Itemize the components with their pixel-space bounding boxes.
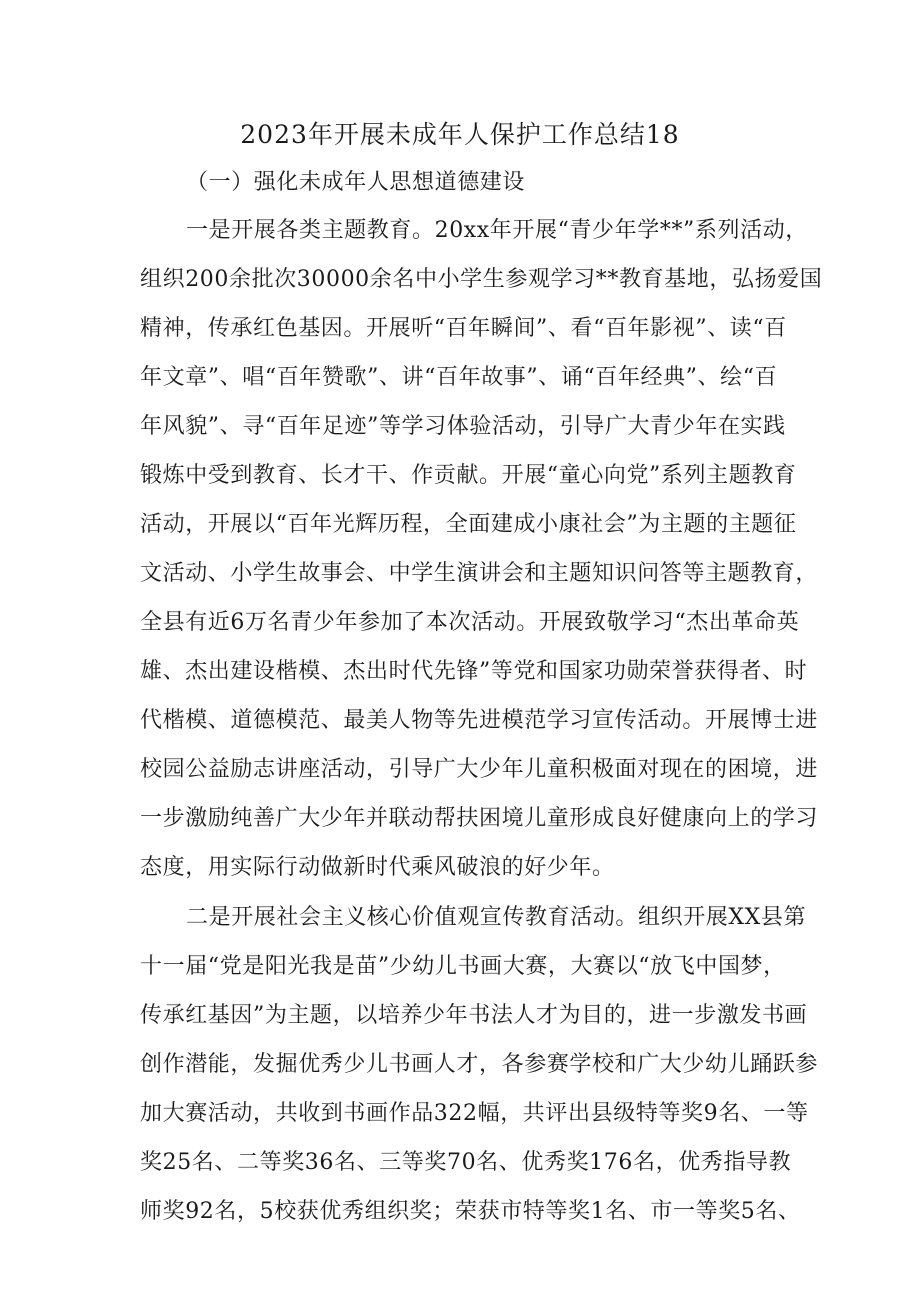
section-heading: （一）强化未成年人思想道德建设 — [186, 170, 526, 195]
paragraph-line: 全县有近6万名青少年参加了本次活动。开展致敬学习“杰出革命英 — [140, 610, 800, 635]
paragraph-line: 雄、杰出建设楷模、杰出时代先锋”等党和国家功勋荣誉获得者、时 — [140, 659, 808, 684]
paragraph-line: 锻炼中受到教育、长才干、作贡献。开展“童心向党”系列主题教育 — [140, 463, 797, 488]
paragraph-line: 二是开展社会主义核心价值观宣传教育活动。组织开展XX县第 — [186, 905, 807, 930]
paragraph-line: 加大赛活动，共收到书画作品322幅，共评出县级特等奖9名、一等 — [140, 1101, 809, 1126]
paragraph-line: 年风貌”、寻“百年足迹”等学习体验活动，引导广大青少年在实践 — [140, 414, 786, 439]
paragraph-line: 活动，开展以“百年光辉历程，全面建成小康社会”为主题的主题征 — [140, 512, 797, 537]
paragraph-line: 师奖92名，5校获优秀组织奖；荣获市特等奖1名、市一等奖5名、 — [140, 1199, 801, 1224]
paragraph-line: 创作潜能，发掘优秀少儿书画人才，各参赛学校和广大少幼儿踊跃参 — [140, 1052, 819, 1077]
paragraph-line: 代楷模、道德模范、最美人物等先进模范学习宣传活动。开展博士进 — [140, 708, 819, 733]
paragraph-line: 精神，传承红色基因。开展听“百年瞬间”、看“百年影视”、读“百 — [140, 316, 787, 341]
paragraph-line: 组织200余批次30000余名中小学生参观学习**教育基地，弘扬爱国 — [140, 267, 823, 292]
paragraph-line: 年文章”、唱“百年赞歌”、讲“百年故事”、诵“百年经典”、绘“百 — [140, 365, 778, 390]
document-title: 2023年开展未成年人保护工作总结18 — [240, 120, 680, 149]
paragraph-line: 校园公益励志讲座活动，引导广大少年儿童积极面对现在的困境，进 — [140, 757, 819, 782]
paragraph-line: 态度，用实际行动做新时代乘风破浪的好少年。 — [140, 855, 615, 880]
paragraph-line: 文活动、小学生故事会、中学生演讲会和主题知识问答等主题教育， — [140, 561, 819, 586]
paragraph-line: 一步激励纯善广大少年并联动帮扶困境儿童形成良好健康向上的学习 — [140, 806, 819, 831]
paragraph-line: 传承红基因”为主题，以培养少年书法人才为目的，进一步激发书画 — [140, 1003, 808, 1028]
paragraph-line: 一是开展各类主题教育。20xx年开展“青少年学**”系列活动， — [186, 218, 808, 243]
paragraph-line: 奖25名、二等奖36名、三等奖70名、优秀奖176名，优秀指导教 — [140, 1150, 792, 1175]
paragraph-line: 十一届“党是阳光我是苗”少幼儿书画大赛，大赛以“放飞中国梦， — [140, 954, 786, 979]
